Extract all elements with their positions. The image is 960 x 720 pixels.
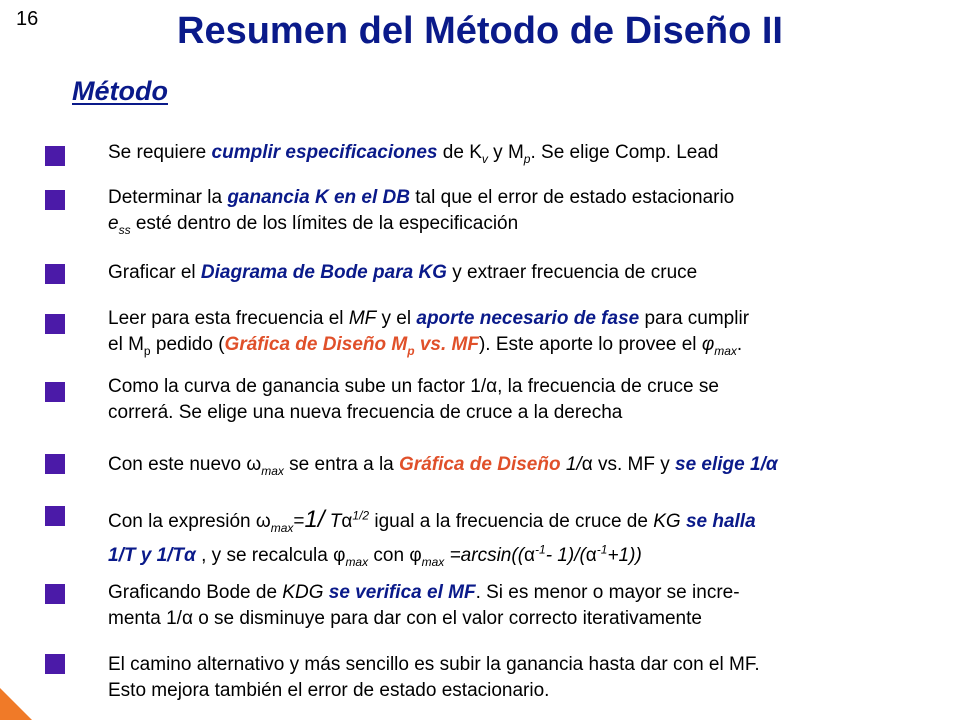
text: de K — [437, 142, 482, 163]
text: , la frecuencia de cruce se — [497, 376, 719, 397]
highlight-text: Diagrama de Bode para KG — [200, 262, 447, 283]
bullet-marker-6 — [45, 454, 65, 474]
bullet-marker-4 — [45, 314, 65, 334]
alpha-symbol: α — [181, 608, 193, 629]
list-item-3 — [108, 260, 958, 286]
phi-symbol: φ — [409, 545, 422, 566]
highlight-text: se halla — [685, 511, 756, 532]
text: e — [108, 213, 119, 234]
text: KG — [653, 511, 681, 532]
corner-decoration — [0, 688, 32, 720]
text: Graficando Bode de — [108, 582, 283, 603]
bullet-marker-8 — [45, 584, 65, 604]
highlight-text: 1/T y 1/T — [108, 545, 185, 566]
alpha-symbol: α — [486, 376, 498, 397]
highlight-text: ganancia K en el DB — [227, 187, 410, 208]
alpha-symbol: α — [341, 511, 353, 532]
text: Con este nuevo — [108, 454, 247, 475]
page-number: 16 — [16, 8, 39, 30]
text: Determinar la — [108, 187, 228, 208]
alpha-symbol: α — [184, 545, 196, 566]
text: Como la curva de ganancia sube un factor 1/ — [108, 376, 487, 397]
superscript: 1/2 — [352, 508, 370, 523]
superscript: -1 — [596, 542, 608, 557]
text: , y se recalcula — [195, 545, 334, 566]
text: y extraer frecuencia de cruce — [446, 262, 698, 283]
highlight-text: cumplir especificaciones — [211, 142, 438, 163]
bullet-marker-9 — [45, 654, 65, 674]
text: = — [293, 511, 305, 532]
subscript: max — [345, 554, 369, 569]
subscript: max — [714, 343, 737, 358]
text: 1/ — [304, 506, 325, 533]
list-item-6 — [108, 452, 958, 478]
highlight-text: vs. MF — [414, 334, 479, 355]
section-heading: Método — [72, 76, 168, 106]
text: y M — [487, 142, 524, 163]
text: con — [368, 545, 410, 566]
list-item-2 — [108, 185, 958, 237]
alpha-symbol: α — [765, 454, 778, 475]
alpha-symbol: α — [581, 454, 593, 475]
highlight-text: se verifica el MF — [328, 582, 476, 603]
alpha-symbol: α — [524, 545, 536, 566]
text: 1/ — [560, 454, 582, 475]
bullet-marker-1 — [45, 146, 65, 166]
list-item-8 — [108, 580, 958, 632]
text: Se requiere — [108, 142, 212, 163]
text: o se disminuye para dar con el valor correcto iterativamente — [192, 608, 702, 629]
subscript: p — [143, 343, 151, 358]
omega-symbol: ω — [246, 454, 262, 475]
subscript: max — [421, 554, 445, 569]
text: =arcsin(( — [444, 545, 525, 566]
text: - 1)/( — [545, 545, 586, 566]
text: . Se elige Comp. Lead — [530, 142, 719, 163]
subscript: p — [407, 343, 415, 358]
text: correrá. Se elige una nueva frecuencia de cruce a la derecha — [108, 402, 623, 423]
highlight-text: se elige 1/ — [675, 454, 766, 475]
list-item-9 — [108, 652, 958, 704]
subscript: ss — [118, 222, 131, 237]
bullet-marker-5 — [45, 382, 65, 402]
phi-symbol: φ — [333, 545, 346, 566]
text: pedido ( — [150, 334, 225, 355]
text: +1)) — [607, 545, 642, 566]
text: y el — [376, 308, 417, 329]
subscript: v — [481, 151, 488, 166]
text: . — [736, 334, 743, 355]
text: igual a la frecuencia de cruce de — [369, 511, 654, 532]
text: . Si es menor o mayor se incre- — [475, 582, 740, 603]
text: Con la expresión — [108, 511, 256, 532]
text: esté dentro de los límites de la especificación — [130, 213, 519, 234]
highlight-text: Gráfica de Diseño — [399, 454, 561, 475]
omega-symbol: ω — [255, 511, 271, 532]
highlight-text: aporte necesario de fase — [416, 308, 640, 329]
text: Leer para esta frecuencia el — [108, 308, 349, 329]
text: menta 1/ — [108, 608, 182, 629]
text: se entra a la — [283, 454, 400, 475]
bullet-marker-2 — [45, 190, 65, 210]
bullet-marker-3 — [45, 264, 65, 284]
list-item-7 — [108, 503, 958, 573]
list-item-4 — [108, 306, 958, 358]
slide-title: Resumen del Método de Diseño II — [177, 10, 783, 52]
text: T — [324, 511, 342, 532]
phi-symbol: φ — [701, 334, 715, 355]
text: para cumplir — [639, 308, 750, 329]
bullet-marker-7 — [45, 506, 65, 526]
text: vs. MF y — [592, 454, 676, 475]
list-item-5 — [108, 374, 958, 426]
text: ). Este aporte lo provee el — [478, 334, 702, 355]
text: tal que el error de estado estacionario — [410, 187, 735, 208]
subscript: p — [523, 151, 531, 166]
text: Graficar el — [108, 262, 201, 283]
text: KDG — [282, 582, 324, 603]
alpha-symbol: α — [585, 545, 597, 566]
highlight-text: Gráfica de Diseño M — [224, 334, 408, 355]
subscript: max — [261, 463, 284, 478]
subscript: max — [270, 520, 294, 535]
text: Esto mejora también el error de estado estacionario. — [108, 680, 550, 701]
list-item-1 — [108, 140, 958, 166]
text: el M — [108, 334, 144, 355]
superscript: -1 — [535, 542, 546, 557]
text: MF — [348, 308, 377, 329]
text: El camino alternativo y más sencillo es subir la ganancia hasta dar con el MF. — [108, 654, 760, 675]
